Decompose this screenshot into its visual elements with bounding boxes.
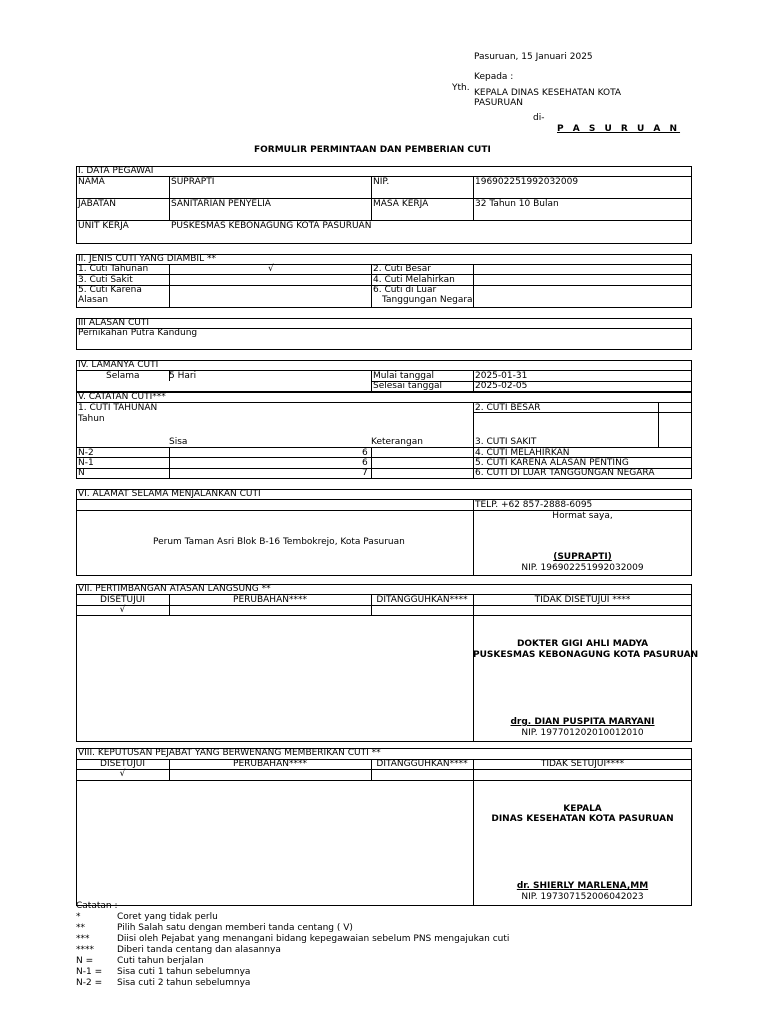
note-key: **** bbox=[76, 945, 94, 955]
recipient-line-1: KEPALA DINAS KESEHATAN KOTA bbox=[474, 88, 622, 98]
alasan-value: Pernikahan Putra Kandung bbox=[78, 328, 198, 338]
perubahan-header: PERUBAHAN**** bbox=[233, 595, 307, 605]
cuti-tahunan-check: √ bbox=[268, 264, 274, 274]
section-6-heading: VI. ALAMAT SELAMA MENJALANKAN CUTI bbox=[78, 489, 261, 499]
sisa-label: Sisa bbox=[169, 437, 188, 447]
tahun-label: Tahun bbox=[78, 414, 105, 424]
disetujui-header: DISETUJUI bbox=[100, 759, 145, 769]
cuti-luar-option-2: Tanggungan Negara bbox=[382, 295, 473, 305]
note-text: Diberi tanda centang dan alasannya bbox=[117, 945, 281, 955]
alamat-value: Perum Taman Asri Blok B-16 Tembokrejo, Kota Pasuruan bbox=[153, 537, 405, 547]
pemohon-name: (SUPRAPTI) bbox=[553, 552, 612, 562]
note-text: Coret yang tidak perlu bbox=[117, 912, 218, 922]
selesai-value: 2025-02-05 bbox=[475, 381, 528, 391]
ditangguhkan-header: DITANGGUHKAN**** bbox=[376, 595, 468, 605]
selesai-label: Selesai tanggal bbox=[373, 381, 443, 391]
pejabat-position-2: DINAS KESEHATAN KOTA PASURUAN bbox=[491, 814, 674, 824]
masa-kerja-value: 32 Tahun 10 Bulan bbox=[475, 199, 559, 209]
section-1-heading: I. DATA PEGAWAI bbox=[78, 166, 154, 176]
note-key: N-2 = bbox=[76, 978, 103, 988]
catatan-cuti-tahunan: 1. CUTI TAHUNAN bbox=[78, 403, 158, 413]
tidak-disetujui-header: TIDAK DISETUJUI **** bbox=[534, 595, 631, 605]
year-row-label: N bbox=[78, 468, 85, 478]
recipient-line-2: PASURUAN bbox=[474, 98, 524, 108]
year-row-label: N-1 bbox=[78, 458, 94, 468]
pemohon-nip: NIP. 196902251992032009 bbox=[521, 563, 644, 573]
selama-label: Selama bbox=[106, 371, 140, 381]
cuti-melahirkan-option: 4. Cuti Melahirkan bbox=[373, 275, 455, 285]
note-key: *** bbox=[76, 934, 90, 944]
year-row-label: N-2 bbox=[78, 448, 94, 458]
atasan-position-2: PUSKESMAS KEBONAGUNG KOTA PASURUAN bbox=[473, 650, 699, 660]
catatan-heading: Catatan : bbox=[76, 901, 118, 911]
cuti-luar-option-1: 6. Cuti di Luar bbox=[373, 285, 437, 295]
cuti-tahunan-option: 1. Cuti Tahunan bbox=[78, 264, 149, 274]
unit-kerja-value: PUSKESMAS KEBONAGUNG KOTA PASURUAN bbox=[171, 221, 372, 231]
note-key: ** bbox=[76, 923, 85, 933]
note-text: Pilih Salah satu dengan memberi tanda centang ( V) bbox=[117, 923, 353, 933]
note-key: N = bbox=[76, 956, 94, 966]
jabatan-label: JABATAN bbox=[78, 199, 116, 209]
cuti-alasan-option-2: Alasan bbox=[78, 295, 109, 305]
form-title: FORMULIR PERMINTAAN DAN PEMBERIAN CUTI bbox=[254, 145, 491, 155]
atasan-name: drg. DIAN PUSPITA MARYANI bbox=[510, 717, 655, 727]
yth-label: Yth. bbox=[452, 83, 470, 93]
catatan-cuti-luar: 6. CUTI DI LUAR TANGGUNGAN NEGARA bbox=[475, 468, 655, 478]
hormat-saya: Hormat saya, bbox=[552, 511, 613, 521]
nama-label: NAMA bbox=[78, 177, 105, 187]
keterangan-label: Keterangan bbox=[371, 437, 423, 447]
perubahan-header: PERUBAHAN**** bbox=[233, 759, 307, 769]
section-4-heading: IV. LAMANYA CUTI bbox=[78, 360, 159, 370]
pejabat-position-1: KEPALA bbox=[563, 804, 602, 814]
masa-kerja-label: MASA KERJA bbox=[373, 199, 429, 209]
unit-kerja-label: UNIT KERJA bbox=[78, 221, 129, 231]
disetujui-check: √ bbox=[119, 605, 126, 615]
catatan-cuti-penting: 5. CUTI KARENA ALASAN PENTING bbox=[475, 458, 629, 468]
note-text: Diisi oleh Pejabat yang menangani bidang kepegawaian sebelum PNS mengajukan cuti bbox=[117, 934, 510, 944]
note-text: Sisa cuti 1 tahun sebelumnya bbox=[117, 967, 251, 977]
jabatan-value: SANITARIAN PENYELIA bbox=[171, 199, 271, 209]
year-row-sisa: 6 bbox=[362, 458, 368, 468]
catatan-cuti-besar: 2. CUTI BESAR bbox=[475, 403, 541, 413]
mulai-label: Mulai tanggal bbox=[373, 371, 435, 381]
section-5-heading: V. CATATAN CUTI*** bbox=[78, 392, 166, 402]
section-7-heading: VII. PERTIMBANGAN ATASAN LANGSUNG ** bbox=[78, 584, 271, 594]
section-3-heading: III ALASAN CUTI bbox=[78, 318, 150, 328]
pejabat-name: dr. SHIERLY MARLENA,MM bbox=[516, 881, 649, 891]
nip-value: 196902251992032009 bbox=[475, 177, 579, 187]
note-key: N-1 = bbox=[76, 967, 103, 977]
note-text: Cuti tahun berjalan bbox=[117, 956, 204, 966]
cuti-besar-option: 2. Cuti Besar bbox=[373, 264, 431, 274]
recipient-city: P A S U R U A N bbox=[557, 124, 681, 134]
catatan-cuti-sakit: 3. CUTI SAKIT bbox=[475, 437, 537, 447]
nama-value: SUPRAPTI bbox=[171, 177, 215, 187]
year-row-sisa: 7 bbox=[362, 468, 368, 478]
selama-value: 5 Hari bbox=[169, 371, 197, 381]
nip-label: NIP. bbox=[373, 177, 390, 187]
disetujui-check: √ bbox=[119, 769, 126, 779]
mulai-value: 2025-01-31 bbox=[475, 371, 528, 381]
cuti-alasan-option-1: 5. Cuti Karena bbox=[78, 285, 142, 295]
year-row-sisa: 6 bbox=[362, 448, 368, 458]
tidak-setujui-header: TIDAK SETUJUI**** bbox=[540, 759, 625, 769]
telp-value: TELP. +62 857-2888-6095 bbox=[475, 500, 593, 510]
catatan-cuti-melahirkan: 4. CUTI MELAHIRKAN bbox=[475, 448, 570, 458]
note-key: * bbox=[76, 912, 81, 922]
section-2-heading: II. JENIS CUTI YANG DIAMBIL ** bbox=[78, 254, 216, 264]
pejabat-nip: NIP. 197307152006042023 bbox=[521, 892, 644, 902]
ditangguhkan-header: DITANGGUHKAN**** bbox=[376, 759, 468, 769]
disetujui-header: DISETUJUI bbox=[100, 595, 145, 605]
section-8-heading: VIII. KEPUTUSAN PEJABAT YANG BERWENANG MEMBERIKAN CUTI ** bbox=[78, 748, 381, 758]
kepada-label: Kepada : bbox=[474, 72, 514, 82]
atasan-nip: NIP. 197701202010012010 bbox=[521, 728, 644, 738]
di-label: di- bbox=[533, 113, 545, 123]
cuti-sakit-option: 3. Cuti Sakit bbox=[78, 275, 133, 285]
place-date: Pasuruan, 15 Januari 2025 bbox=[474, 52, 593, 62]
note-text: Sisa cuti 2 tahun sebelumnya bbox=[117, 978, 251, 988]
atasan-position-1: DOKTER GIGI AHLI MADYA bbox=[516, 639, 649, 649]
